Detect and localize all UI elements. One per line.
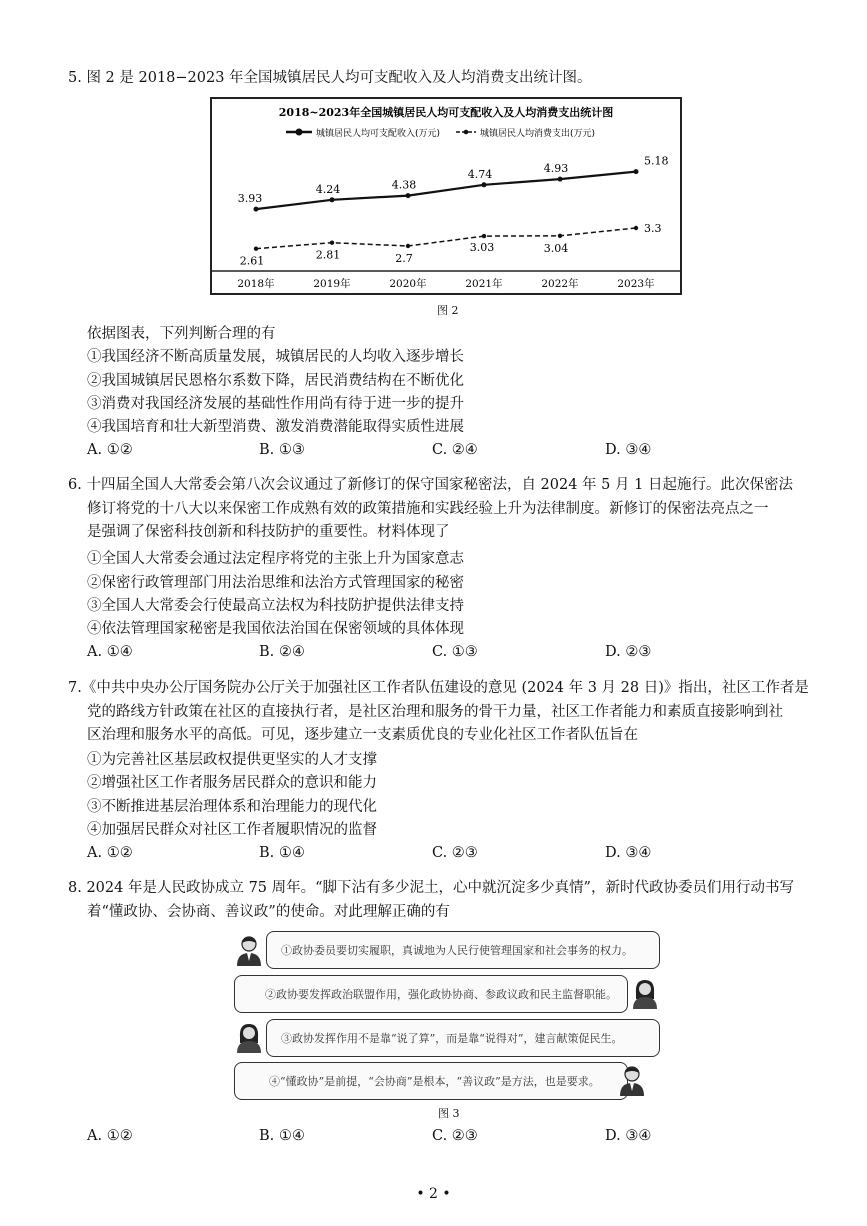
q6-option-d[interactable]: D. ②③ <box>605 644 652 660</box>
q6-line-3: 是强调了保密科技创新和科技防护的重要性。材料体现了 <box>87 524 450 540</box>
q7-statement-3: ③不断推进基层治理体系和治理能力的现代化 <box>87 799 377 815</box>
man-avatar-icon <box>234 934 264 966</box>
q5-option-d[interactable]: D. ③④ <box>605 442 652 458</box>
bubble-1 <box>266 931 660 969</box>
q5-option-a[interactable]: A. ①② <box>87 442 133 458</box>
q7-option-c[interactable]: C. ②③ <box>432 845 478 861</box>
woman-avatar-icon-2 <box>234 1021 264 1053</box>
income-consumption-chart <box>210 97 682 295</box>
bubble-4-text: ④“懂政协”是前提，“会协商”是根本，“善议政”是方法，也是要求。 <box>269 1075 600 1088</box>
q7-options <box>87 845 807 867</box>
q7-line-3: 区治理和服务水平的高低。可见，逐步建立一支素质优良的专业化社区工作者队伍旨在 <box>87 727 638 743</box>
legend-label-consumption: 城镇居民人均消费支出(万元) <box>480 129 596 139</box>
x-tick-label-5: 2023年 <box>617 278 655 290</box>
q8-option-d[interactable]: D. ③④ <box>605 1128 652 1144</box>
point-income-0 <box>254 207 259 212</box>
series-consumption-line <box>256 228 636 249</box>
point-consumption-2 <box>406 244 410 248</box>
q7-option-b[interactable]: B. ①④ <box>259 845 305 861</box>
q6-line-2: 修订将党的十八大以来保密工作成熟有效的政策措施和实践经验上升为法律制度。新修订的保密法亮点之一 <box>87 500 769 517</box>
series-income-line <box>256 172 636 210</box>
x-tick-label-2: 2020年 <box>389 278 427 290</box>
q5-options <box>87 442 807 464</box>
point-consumption-1 <box>330 241 334 245</box>
legend-marker-income <box>296 129 303 136</box>
legend-label-income: 城镇居民人均可支配收入(万元) <box>316 129 441 139</box>
point-consumption-3 <box>482 234 486 238</box>
q5-statement-3: ③消费对我国经济发展的基础性作用尚有待于进一步的提升 <box>87 396 464 412</box>
data-label-income-3: 4.74 <box>467 167 493 181</box>
q8-option-a[interactable]: A. ①② <box>87 1128 133 1144</box>
legend-marker-consumption <box>464 130 469 135</box>
q7-stem <box>68 677 808 748</box>
q5-statement-2: ②我国城镇居民恩格尔系数下降，居民消费结构在不断优化 <box>87 373 464 389</box>
man-avatar-icon-2 <box>617 1064 647 1096</box>
q5-statement-1: ①我国经济不断高质量发展，城镇居民的人均收入逐步增长 <box>87 349 464 365</box>
x-tick-label-0: 2018年 <box>237 278 275 290</box>
q8-option-c[interactable]: C. ②③ <box>432 1128 478 1144</box>
q8-line-2: 着“懂政协、会协商、善议政”的使命。对此理解正确的有 <box>87 903 450 920</box>
q8-option-b[interactable]: B. ①④ <box>259 1128 305 1144</box>
data-label-consumption-2: 2.7 <box>395 252 413 265</box>
x-tick-label-3: 2021年 <box>465 278 503 290</box>
q7-statement-4: ④加强居民群众对社区工作者履职情况的监督 <box>87 822 377 838</box>
q8-line-1: 8. 2024 年是人民政协成立 75 周年。“脚下沾有多少泥土，心中就沉淀多少真情”，新时代政协委员们用行动书写 <box>68 880 794 896</box>
data-label-consumption-4: 3.04 <box>543 241 569 255</box>
data-label-income-1: 4.24 <box>315 182 341 196</box>
q7-line-2: 党的路线方针政策在社区的直接执行者，是社区治理和服务的骨干力量，社区工作者能力和素质直接影响到社 <box>87 703 783 720</box>
q7-option-a[interactable]: A. ①② <box>87 845 133 861</box>
q6-statement-3: ③全国人大常委会行使最高立法权为科技防护提供法律支持 <box>87 598 464 614</box>
data-label-income-2: 4.38 <box>391 178 417 192</box>
bubble-2 <box>234 975 628 1013</box>
bubble-1-text: ①政协委员要切实履职，真诚地为人民行使管理国家和社会事务的权力。 <box>281 944 633 957</box>
point-consumption-4 <box>558 234 562 238</box>
data-label-consumption-1: 2.81 <box>315 248 341 262</box>
data-label-consumption-5: 3.3 <box>644 222 662 235</box>
q6-statement-2: ②保密行政管理部门用法治思维和法治方式管理国家的秘密 <box>87 575 464 591</box>
figure-2-caption: 图 2 <box>437 304 459 317</box>
point-consumption-0 <box>254 247 258 251</box>
bubble-3 <box>266 1019 660 1057</box>
woman-avatar-icon <box>630 977 660 1009</box>
q5-option-b[interactable]: B. ①③ <box>259 442 305 458</box>
q6-option-a[interactable]: A. ①④ <box>87 644 133 660</box>
q6-stem <box>68 474 808 545</box>
x-tick-label-4: 2022年 <box>541 278 579 290</box>
q6-statement-4: ④依法管理国家秘密是我国依法治国在保密领域的具体体现 <box>87 621 464 637</box>
q8-options <box>87 1128 807 1150</box>
q5-option-c[interactable]: C. ②④ <box>432 442 478 458</box>
q7-statement-1: ①为完善社区基层政权提供更坚实的人才支撑 <box>87 752 377 768</box>
point-consumption-5 <box>634 226 638 230</box>
q6-option-c[interactable]: C. ①③ <box>432 644 478 660</box>
q8-stem <box>68 877 808 924</box>
data-label-income-0: 3.93 <box>237 192 263 206</box>
point-income-4 <box>558 177 563 182</box>
q7-option-d[interactable]: D. ③④ <box>605 845 652 861</box>
q6-statement-1: ①全国人大常委会通过法定程序将党的主张上升为国家意志 <box>87 551 464 567</box>
point-income-2 <box>406 193 411 198</box>
bubble-4 <box>234 1062 628 1100</box>
chart-svg <box>212 99 680 293</box>
point-income-5 <box>634 169 639 174</box>
q5-stem: 5. 图 2 是 2018−2023 年全国城镇居民人均可支配收入及人均消费支出统计图。 <box>68 70 592 86</box>
page-number: • 2 • <box>416 1186 451 1202</box>
q7-statement-2: ②增强社区工作者服务居民群众的意识和能力 <box>87 775 377 791</box>
q6-line-1: 6. 十四届全国人大常委会第八次会议通过了新修订的保守国家秘密法，自 2024 年 5 月 1 日起施行。此次保密法 <box>68 477 793 493</box>
x-tick-label-1: 2019年 <box>313 278 351 290</box>
figure-3-caption: 图 3 <box>438 1107 460 1120</box>
data-label-income-5: 5.18 <box>644 154 669 168</box>
q5-prompt: 依据图表，下列判断合理的有 <box>87 326 276 342</box>
bubble-3-text: ③政协发挥作用不是靠“说了算”，而是靠“说得对”，建言献策促民生。 <box>281 1032 623 1045</box>
point-income-1 <box>330 197 335 202</box>
q6-option-b[interactable]: B. ②④ <box>259 644 305 660</box>
q7-line-1: 7.《中共中央办公厅国务院办公厅关于加强社区工作者队伍建设的意见 (2024 年 3 月 28 日)》指出，社区工作者是 <box>68 680 809 696</box>
data-label-consumption-0: 2.61 <box>239 254 265 268</box>
point-income-3 <box>482 182 487 187</box>
q5-statement-4: ④我国培育和壮大新型消费、激发消费潜能取得实质性进展 <box>87 419 464 435</box>
bubble-2-text: ②政协要发挥政治联盟作用，强化政协协商、参政议政和民主监督职能。 <box>265 988 617 1001</box>
data-label-income-4: 4.93 <box>543 162 569 176</box>
data-label-consumption-3: 3.03 <box>469 241 495 255</box>
chart-title: 2018~2023年全国城镇居民人均可支配收入及人均消费支出统计图 <box>278 106 614 119</box>
q6-options <box>87 644 807 666</box>
